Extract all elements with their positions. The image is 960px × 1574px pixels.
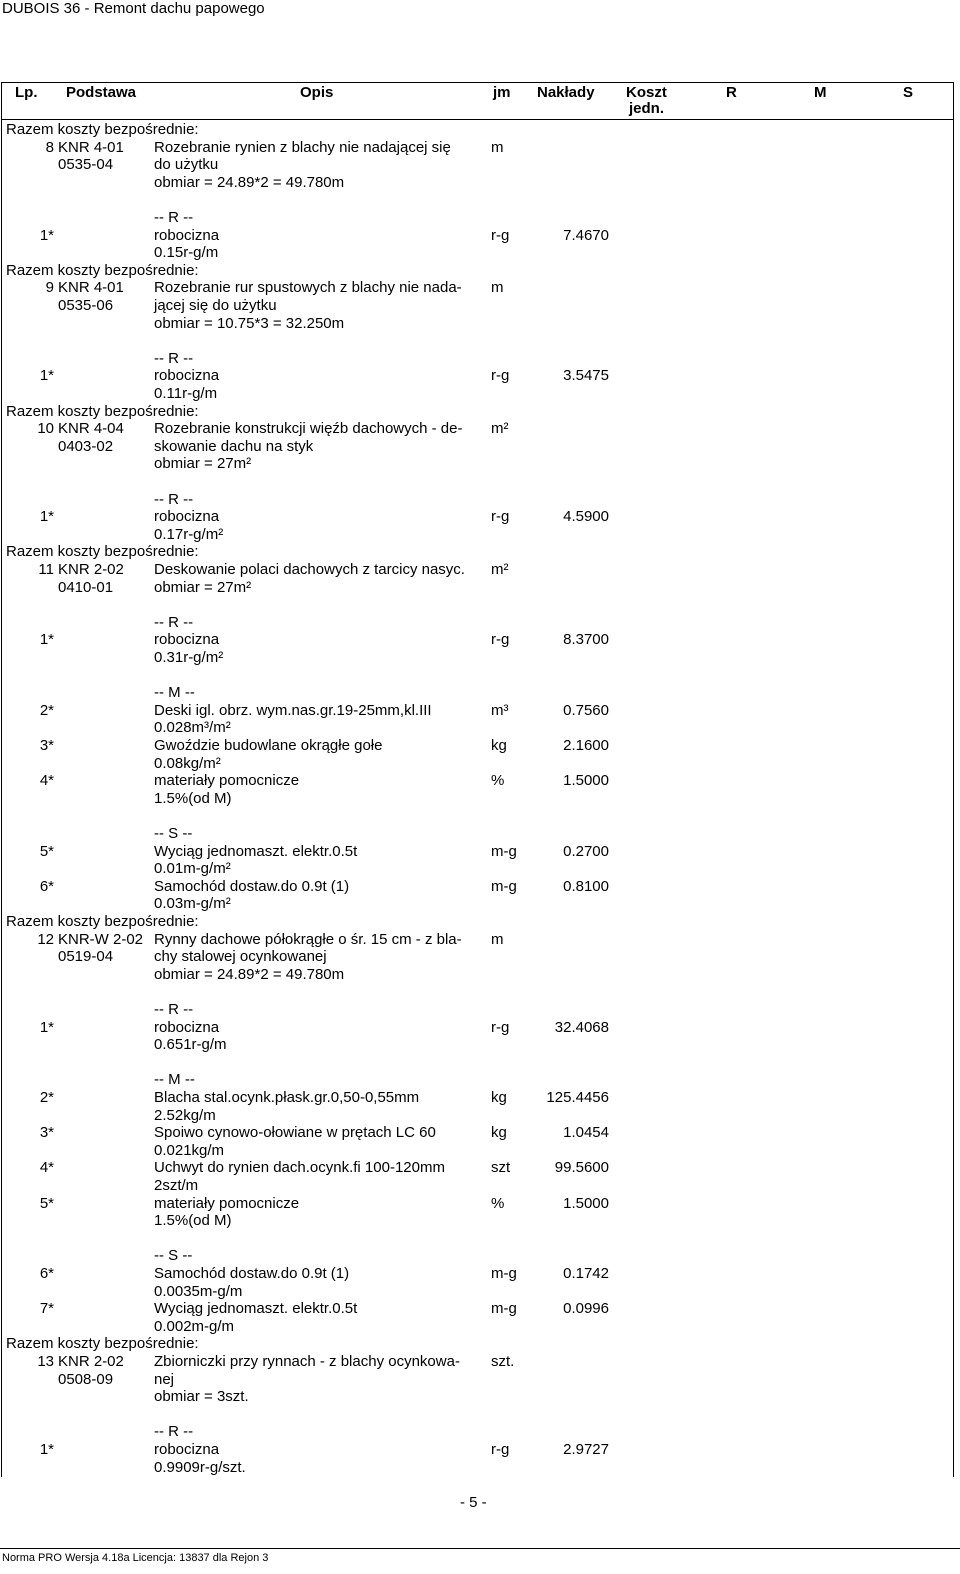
item-unit: m² (491, 561, 509, 578)
razem-label: Razem koszty bezpośrednie: (6, 261, 199, 279)
resource-unit: m-g (491, 1300, 517, 1318)
item-basis-number: 0403-02 (58, 437, 114, 455)
resource-index: 2* (39, 701, 54, 719)
resource-norm: 2.52kg/m (154, 1106, 216, 1124)
resource-norm: 1.5%(od M) (154, 789, 232, 807)
resource-quantity: 0.8100 (563, 877, 609, 895)
resource-unit: m-g (491, 1265, 517, 1282)
resource-norm: 0.0035m-g/m (154, 1282, 243, 1300)
resource-norm: 0.17r-g/m² (154, 525, 224, 543)
resource-quantity: 0.1742 (563, 1265, 609, 1282)
header-lp: Lp. (15, 84, 38, 101)
resource-index: 4* (39, 1159, 54, 1177)
resource-index: 3* (39, 1124, 54, 1142)
resource-index: 7* (39, 1300, 54, 1318)
resource-quantity: 1.0454 (563, 1124, 609, 1142)
item-basis-number: 0519-04 (58, 948, 114, 966)
resource-section-label: -- R -- (154, 490, 194, 508)
resource-quantity: 125.4456 (546, 1089, 609, 1106)
resource-index: 1* (39, 226, 54, 244)
item-lp: 9 (45, 279, 54, 297)
footer-divider (0, 1548, 960, 1549)
item-description-line: Deskowanie polaci dachowych z tarcicy nasyc. (154, 561, 465, 578)
resource-unit: % (491, 1194, 505, 1212)
item-description-line: skowanie dachu na styk (154, 437, 314, 455)
item-unit: szt. (491, 1353, 515, 1370)
resource-name: Deski igl. obrz. wym.nas.gr.19-25mm,kl.III (154, 701, 432, 719)
resource-index: 6* (39, 1265, 54, 1282)
resource-unit: m-g (491, 842, 517, 860)
resource-name: Samochód dostaw.do 0.9t (1) (154, 877, 350, 895)
resource-unit: r-g (491, 508, 510, 526)
resource-quantity: 0.7560 (563, 701, 609, 719)
resource-quantity: 0.0996 (563, 1300, 609, 1318)
item-description-line: chy stalowej ocynkowanej (154, 948, 327, 966)
item-description-line: Rozebranie rynien z blachy nie nadającej się (154, 138, 451, 156)
resource-name: materiały pomocnicze (154, 1194, 300, 1212)
item-basis-code: KNR-W 2-02 (58, 930, 144, 948)
resource-unit: kg (491, 1124, 507, 1142)
item-description-line: Rynny dachowe półokrągłe o śr. 15 cm - z bla- (154, 930, 462, 948)
resource-index: 3* (39, 737, 54, 754)
resource-norm: 0.651r-g/m (154, 1036, 227, 1054)
item-basis-number: 0410-01 (58, 578, 114, 596)
item-basis-code: KNR 2-02 (58, 561, 124, 578)
item-basis-number: 0535-04 (58, 156, 114, 174)
resource-norm: 0.03m-g/m² (154, 895, 231, 913)
resource-unit: r-g (491, 631, 510, 649)
resource-quantity: 32.4068 (554, 1018, 609, 1036)
item-description-line: obmiar = 3szt. (154, 1388, 249, 1406)
resource-section-label: -- R -- (154, 349, 194, 367)
resource-unit: % (491, 772, 505, 790)
resource-name: Wyciąg jednomaszt. elektr.0.5t (154, 1300, 358, 1318)
header-podstawa: Podstawa (66, 84, 137, 101)
resource-index: 2* (39, 1089, 54, 1106)
resource-quantity: 4.5900 (563, 508, 609, 526)
item-basis-code: KNR 4-01 (58, 138, 124, 156)
resource-quantity: 1.5000 (563, 1194, 609, 1212)
resource-name: materiały pomocnicze (154, 772, 300, 790)
item-unit: m (491, 930, 504, 948)
item-description-line: nej (154, 1370, 175, 1388)
header-m: M (814, 84, 827, 101)
razem-label: Razem koszty bezpośrednie: (6, 543, 199, 561)
resource-quantity: 7.4670 (563, 226, 609, 244)
item-description-line: Rozebranie rur spustowych z blachy nie nada- (154, 279, 462, 297)
item-lp: 12 (37, 930, 54, 948)
resource-name: robocizna (154, 631, 220, 649)
resource-section-label: -- S -- (154, 1247, 193, 1265)
resource-norm: 0.002m-g/m (154, 1317, 235, 1335)
table-header (1, 82, 954, 120)
resource-section-label: -- M -- (154, 1071, 195, 1089)
item-description-line: jącej się do użytku (154, 297, 277, 314)
item-description-line: do użytku (154, 156, 219, 174)
document-title: DUBOIS 36 - Remont dachu papowego (2, 0, 265, 17)
resource-name: robocizna (154, 508, 220, 526)
resource-index: 1* (39, 1018, 54, 1036)
resource-unit: m-g (491, 877, 517, 895)
resource-norm: 1.5%(od M) (154, 1212, 232, 1230)
razem-label: Razem koszty bezpośrednie: (6, 402, 199, 420)
razem-label: Razem koszty bezpośrednie: (6, 913, 199, 930)
resource-norm: 0.15r-g/m (154, 244, 219, 262)
resource-name: Gwoździe budowlane okrągłe gołe (154, 737, 383, 754)
resource-name: Wyciąg jednomaszt. elektr.0.5t (154, 842, 358, 860)
item-description-line: obmiar = 24.89*2 = 49.780m (154, 965, 345, 983)
item-basis-code: KNR 2-02 (58, 1353, 124, 1370)
resource-norm: 2szt/m (154, 1177, 199, 1194)
item-lp: 8 (45, 138, 54, 156)
header-koszt: Koszt (626, 84, 667, 101)
resource-unit: m³ (491, 701, 509, 719)
footer-license: Norma PRO Wersja 4.18a Licencja: 13837 dla Rejon 3 (2, 1552, 269, 1564)
item-lp: 11 (38, 561, 54, 578)
resource-quantity: 2.1600 (563, 737, 609, 754)
header-r: R (726, 84, 737, 101)
item-description-line: Zbiorniczki przy rynnach - z blachy ocynkowa- (154, 1353, 460, 1370)
resource-index: 1* (39, 367, 54, 385)
resource-section-label: -- S -- (154, 825, 193, 842)
item-description-line: obmiar = 10.75*3 = 32.250m (154, 314, 345, 332)
estimate-table-body (1, 119, 954, 1477)
resource-section-label: -- R -- (154, 1423, 194, 1441)
resource-name: Spoiwo cynowo-ołowiane w prętach LC 60 (154, 1124, 436, 1142)
resource-unit: r-g (491, 367, 510, 385)
resource-index: 5* (39, 1194, 54, 1212)
resource-index: 6* (39, 877, 54, 895)
resource-section-label: -- M -- (154, 684, 195, 702)
resource-name: robocizna (154, 1018, 220, 1036)
resource-name: robocizna (154, 226, 220, 244)
resource-norm: 0.08kg/m² (154, 754, 221, 772)
resource-unit: r-g (491, 1018, 510, 1036)
resource-name: Blacha stal.ocynk.płask.gr.0,50-0,55mm (154, 1089, 420, 1106)
resource-index: 1* (39, 508, 54, 526)
item-lp: 10 (37, 420, 54, 438)
item-basis-number: 0535-06 (58, 297, 114, 314)
resource-unit: kg (491, 1089, 507, 1106)
resource-index: 1* (39, 1441, 54, 1458)
resource-norm: 0.9909r-g/szt. (154, 1458, 246, 1476)
resource-index: 1* (39, 631, 54, 649)
resource-unit: kg (491, 737, 507, 754)
item-basis-code: KNR 4-04 (58, 420, 124, 438)
resource-norm: 0.01m-g/m² (154, 860, 231, 878)
resource-quantity: 2.9727 (563, 1441, 609, 1458)
resource-name: robocizna (154, 367, 220, 385)
header-opis: Opis (300, 84, 334, 101)
item-basis-number: 0508-09 (58, 1370, 114, 1388)
item-unit: m² (491, 420, 509, 438)
page-number: - 5 - (460, 1494, 487, 1511)
resource-quantity: 99.5600 (554, 1159, 609, 1177)
resource-unit: szt (491, 1159, 511, 1177)
resource-index: 4* (39, 772, 54, 790)
resource-norm: 0.021kg/m (154, 1141, 225, 1159)
resource-section-label: -- R -- (154, 1001, 194, 1018)
item-description-line: Rozebranie konstrukcji więźb dachowych - de- (154, 420, 463, 438)
resource-name: Uchwyt do rynien dach.ocynk.fi 100-120mm (154, 1159, 445, 1177)
header-naklady: Nakłady (537, 84, 595, 101)
resource-norm: 0.028m³/m² (154, 719, 231, 737)
resource-section-label: -- R -- (154, 209, 194, 226)
header-jm: jm (493, 84, 511, 101)
resource-unit: r-g (491, 1441, 510, 1458)
item-unit: m (491, 279, 504, 297)
item-description-line: obmiar = 27m² (154, 578, 252, 596)
item-basis-code: KNR 4-01 (58, 279, 124, 297)
resource-name: Samochód dostaw.do 0.9t (1) (154, 1265, 350, 1282)
item-lp: 13 (37, 1353, 54, 1370)
resource-name: robocizna (154, 1441, 220, 1458)
razem-label: Razem koszty bezpośrednie: (6, 1335, 199, 1353)
resource-norm: 0.31r-g/m² (154, 649, 224, 666)
resource-quantity: 3.5475 (563, 367, 609, 385)
item-unit: m (491, 138, 504, 156)
resource-quantity: 8.3700 (563, 631, 609, 649)
resource-quantity: 1.5000 (563, 772, 609, 790)
razem-label: Razem koszty bezpośrednie: (6, 121, 199, 138)
item-description-line: obmiar = 24.89*2 = 49.780m (154, 173, 345, 191)
header-koszt-jedn: jedn. (629, 100, 665, 117)
resource-unit: r-g (491, 226, 510, 244)
resource-norm: 0.11r-g/m (154, 385, 218, 402)
header-s: S (903, 84, 914, 101)
resource-index: 5* (39, 842, 54, 860)
item-description-line: obmiar = 27m² (154, 455, 252, 473)
resource-quantity: 0.2700 (563, 842, 609, 860)
resource-section-label: -- R -- (154, 613, 194, 631)
